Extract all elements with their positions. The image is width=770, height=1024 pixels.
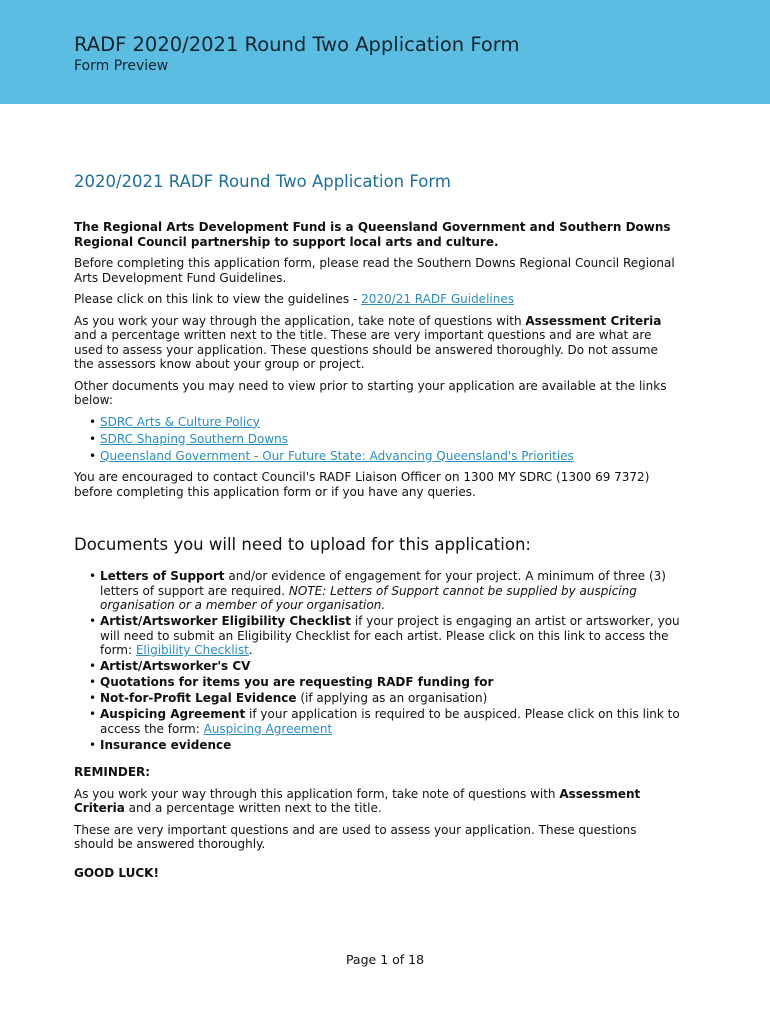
support-bold: Letters of Support (100, 569, 225, 583)
reminder-heading-text: REMINDER: (74, 765, 151, 779)
auspicing-agreement-link[interactable]: Auspicing Agreement (203, 721, 333, 736)
reminder-bold: Assessment Criteria (74, 786, 641, 815)
app-title: RADF 2020/2021 Round Two Application Form (74, 33, 520, 56)
nfp-bold: Not-for-Profit Legal Evidence (100, 691, 297, 705)
reminder-paragraph-2: These are very important questions and are used to assess your application. These questions should be answered thoroughly. (74, 822, 637, 851)
list-item (100, 659, 680, 674)
support-text: and/or evidence of engagement for your project. A minimum of three (3) letters of support are required. (100, 569, 666, 598)
shaping-southern-downs-link[interactable]: SDRC Shaping Southern Downs (100, 431, 289, 446)
documents-heading: Documents you will need to upload for this application: (74, 535, 531, 554)
eligibility-bold: Artist/Artsworker Eligibility Checklist (100, 614, 352, 628)
page-number: Page 1 of 18 (345, 952, 425, 967)
auspicing-text: if your application is required to be auspiced. Please click on this link to access the form: (100, 707, 680, 736)
list-item (100, 707, 680, 736)
assessment-text-1: As you work your way through the application, take note of questions with (74, 313, 526, 328)
form-title: 2020/2021 RADF Round Two Application Form (74, 172, 451, 191)
good-luck-text: GOOD LUCK! (74, 865, 159, 880)
auspicing-bold: Auspicing Agreement (100, 707, 246, 721)
list-item (100, 675, 680, 690)
assessment-text-2: and a percentage written next to the title. These are very important questions and are what are used to assess your application. These questions should be answered thoroughly. Do not assume the assessors know about your group or project. (74, 328, 658, 371)
guidelines-prefix: Please click on this link to view the guidelines - (74, 292, 362, 306)
queensland-priorities-link[interactable]: Queensland Government - Our Future State: Advancing Queensland's Priorities (100, 448, 574, 463)
reminder-text-1: As you work your way through this application form, take note of questions with (74, 786, 560, 801)
intro-bold: The Regional Arts Development Fund is a Queensland Government and Southern Downs Regional Council partnership to support local arts and culture. (74, 220, 671, 249)
quotations-bold: Quotations for items you are requesting RADF funding for (100, 675, 494, 689)
intro-paragraph (74, 220, 680, 249)
cv-bold: Artist/Artsworker's CV (100, 659, 251, 673)
guidelines-paragraph (74, 292, 680, 307)
contact-paragraph: You are encouraged to contact Council's RADF Liaison Officer on 1300 MY SDRC (1300 69 7372) before completing this application form or if you have any queries. (74, 470, 650, 499)
eligibility-checklist-link[interactable]: Eligibility Checklist (135, 643, 249, 657)
guidelines-link[interactable]: 2020/21 RADF Guidelines (361, 292, 514, 306)
reminder-text-2: and a percentage written next to the title. (124, 801, 382, 815)
list-item (100, 691, 680, 706)
reminder-paragraph-1 (74, 787, 680, 816)
list-item (100, 415, 680, 430)
header-banner (0, 0, 770, 104)
list-item (100, 569, 680, 613)
other-docs-paragraph: Other documents you may need to view prior to starting your application are available at the links below: (74, 378, 667, 407)
app-subtitle: Form Preview (74, 58, 169, 74)
documents-list (74, 569, 680, 752)
links-list (74, 415, 680, 464)
list-item (100, 449, 680, 464)
eligibility-end: . (248, 643, 253, 657)
before-completing-paragraph: Before completing this application form, please read the Southern Downs Regional Council Regional Arts Development Fund Guidelines. (74, 256, 675, 285)
reminder-heading (74, 765, 680, 780)
support-note: NOTE: Letters of Support cannot be supplied by auspicing organisation or a member of your organisation. (100, 583, 637, 612)
list-item (100, 738, 680, 753)
list-item (100, 432, 680, 447)
insurance-bold: Insurance evidence (100, 737, 232, 752)
assessment-bold: Assessment Criteria (525, 313, 662, 328)
assessment-paragraph (74, 314, 680, 372)
good-luck (74, 866, 680, 881)
list-item (100, 614, 680, 658)
arts-culture-policy-link[interactable]: SDRC Arts & Culture Policy (100, 414, 260, 429)
nfp-text: (if applying as an organisation) (296, 691, 488, 705)
form-content (74, 172, 680, 887)
eligibility-text: if your project is engaging an artist or artsworker, you will need to submit an Eligibility Checklist for each artist. Please click on this link to access the form: (100, 614, 680, 657)
